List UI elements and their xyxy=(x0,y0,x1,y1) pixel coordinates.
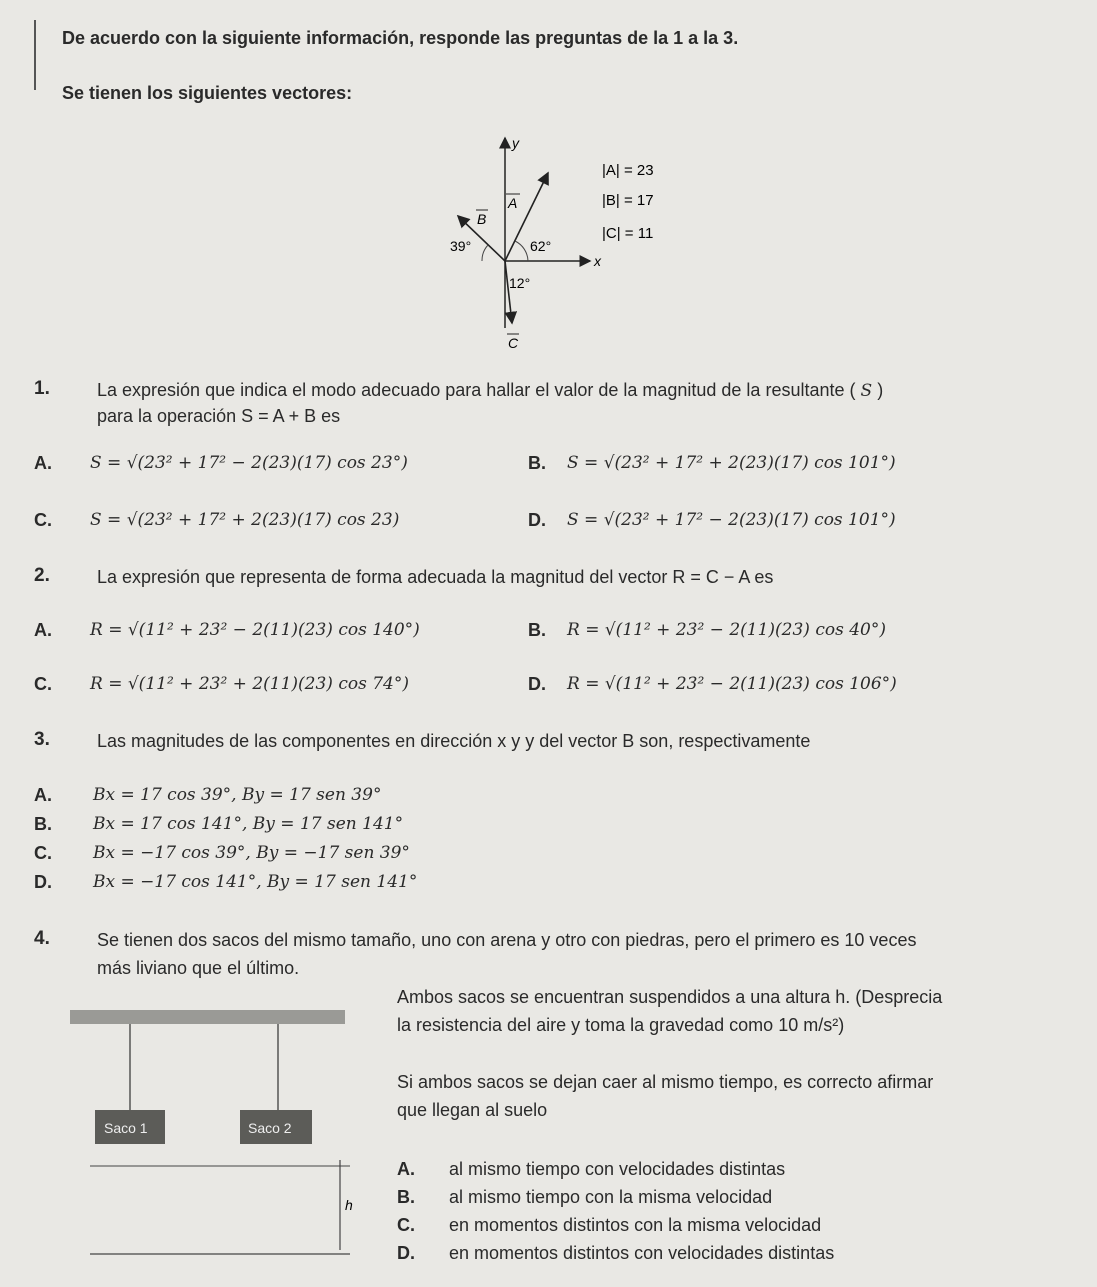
vector-c-label: C xyxy=(508,335,519,351)
height-label: h xyxy=(345,1197,353,1213)
q4-text-line2: más liviano que el último. xyxy=(97,958,300,978)
q4-option-b-text: al mismo tiempo con la misma velocidad xyxy=(449,1187,773,1207)
q2-text: La expresión que representa de forma adecuada la magnitud del vector R = C − A es xyxy=(97,567,774,587)
q1-option-b-letter[interactable]: B. xyxy=(528,453,546,473)
q3-option-b-letter[interactable]: B. xyxy=(34,814,52,834)
q3-number: 3. xyxy=(34,729,50,750)
q4-text-line1: Se tienen dos sacos del mismo tamaño, uno con arena y otro con piedras, pero el primero es 10 veces xyxy=(97,930,917,950)
q1-number: 1. xyxy=(34,378,50,399)
q3-option-a-expr: Bx = 17 cos 39°, By = 17 sen 39° xyxy=(93,785,382,805)
saco-1-label: Saco 1 xyxy=(104,1120,148,1136)
q2-option-a-expr: R = √(11² + 23² − 2(11)(23) cos 140°) xyxy=(90,620,420,640)
saco-2-label: Saco 2 xyxy=(248,1120,292,1136)
magnitude-b: |B| = 17 xyxy=(602,192,654,209)
q1-text-vector: S xyxy=(860,381,873,401)
angle-a-label: 62° xyxy=(530,238,552,254)
q2-option-c-expr: R = √(11² + 23² + 2(11)(23) cos 74°) xyxy=(90,674,409,694)
q4-option-d-letter[interactable]: D. xyxy=(397,1243,415,1263)
q4-option-a-letter[interactable]: A. xyxy=(397,1159,415,1179)
margin-line xyxy=(34,20,36,90)
axis-y-label: y xyxy=(512,135,519,151)
q3-option-b-expr: Bx = 17 cos 141°, By = 17 sen 141° xyxy=(93,814,404,834)
q4-option-a-text: al mismo tiempo con velocidades distintas xyxy=(449,1159,786,1179)
q2-option-b-letter[interactable]: B. xyxy=(528,620,546,640)
axis-x-label: x xyxy=(594,253,601,269)
q2-option-b-expr: R = √(11² + 23² − 2(11)(23) cos 40°) xyxy=(567,620,886,640)
q4-option-c-text: en momentos distintos con la misma velocidad xyxy=(449,1215,822,1235)
q3-option-d-expr: Bx = −17 cos 141°, By = 17 sen 141° xyxy=(93,872,418,892)
q2-option-d-letter[interactable]: D. xyxy=(528,674,546,694)
q3-option-a-letter[interactable]: A. xyxy=(34,785,52,805)
q1-text-b: ) xyxy=(877,380,884,400)
q1-option-c-letter[interactable]: C. xyxy=(34,510,52,530)
q2-option-d-expr: R = √(11² + 23² − 2(11)(23) cos 106°) xyxy=(567,674,897,694)
q2-number: 2. xyxy=(34,565,50,586)
angle-a-arc xyxy=(515,241,528,261)
q3-text: Las magnitudes de las componentes en dirección x y y del vector B son, respectivamente xyxy=(97,731,811,751)
q1-option-c-expr: S = √(23² + 17² + 2(23)(17) cos 23) xyxy=(90,510,400,530)
q3-option-c-expr: Bx = −17 cos 39°, By = −17 sen 39° xyxy=(93,843,410,863)
q1-option-a-letter[interactable]: A. xyxy=(34,453,52,473)
q3-option-d-letter[interactable]: D. xyxy=(34,872,52,892)
q1-option-a-expr: S = √(23² + 17² − 2(23)(17) cos 23°) xyxy=(90,453,408,473)
q1-text-line2: para la operación S = A + B es xyxy=(97,406,341,426)
q4-context-line1: Ambos sacos se encuentran suspendidos a una altura h. (Desprecia xyxy=(397,987,943,1007)
vector-diagram xyxy=(420,128,720,363)
q4-context-line2: la resistencia del aire y toma la gravedad como 10 m/s²) xyxy=(397,1015,845,1035)
q4-option-d-text: en momentos distintos con velocidades distintas xyxy=(449,1243,835,1263)
q4-option-c-letter[interactable]: C. xyxy=(397,1215,415,1235)
vector-c-arrow xyxy=(505,261,512,323)
sacks-illustration xyxy=(70,1010,370,1270)
q2-option-a-letter[interactable]: A. xyxy=(34,620,52,640)
q1-text-line1 xyxy=(97,380,883,401)
intro-text: De acuerdo con la siguiente información, responde las preguntas de la 1 a la 3. xyxy=(62,28,739,48)
magnitude-a: |A| = 23 xyxy=(602,162,654,179)
angle-b-label: 39° xyxy=(450,238,472,254)
q4-number: 4. xyxy=(34,928,50,949)
q1-option-d-expr: S = √(23² + 17² − 2(23)(17) cos 101°) xyxy=(567,510,896,530)
angle-c-label: 12° xyxy=(509,275,531,291)
q1-option-d-letter[interactable]: D. xyxy=(528,510,546,530)
q1-text-a: La expresión que indica el modo adecuado para hallar el valor de la magnitud de la resultante ( xyxy=(97,380,856,400)
q3-option-c-letter[interactable]: C. xyxy=(34,843,52,863)
angle-b-arc xyxy=(482,245,488,261)
vectors-intro-text: Se tienen los siguientes vectores: xyxy=(62,83,353,103)
q4-option-b-letter[interactable]: B. xyxy=(397,1187,415,1207)
ceiling-bar xyxy=(70,1010,345,1024)
q4-question-line2: que llegan al suelo xyxy=(397,1100,548,1120)
vector-a-label: A xyxy=(508,195,518,211)
q2-option-c-letter[interactable]: C. xyxy=(34,674,52,694)
q4-question-line1: Si ambos sacos se dejan caer al mismo tiempo, es correcto afirmar xyxy=(397,1072,934,1092)
vector-b-label: B xyxy=(477,211,487,227)
magnitude-c: |C| = 11 xyxy=(602,225,654,242)
q1-option-b-expr: S = √(23² + 17² + 2(23)(17) cos 101°) xyxy=(567,453,896,473)
